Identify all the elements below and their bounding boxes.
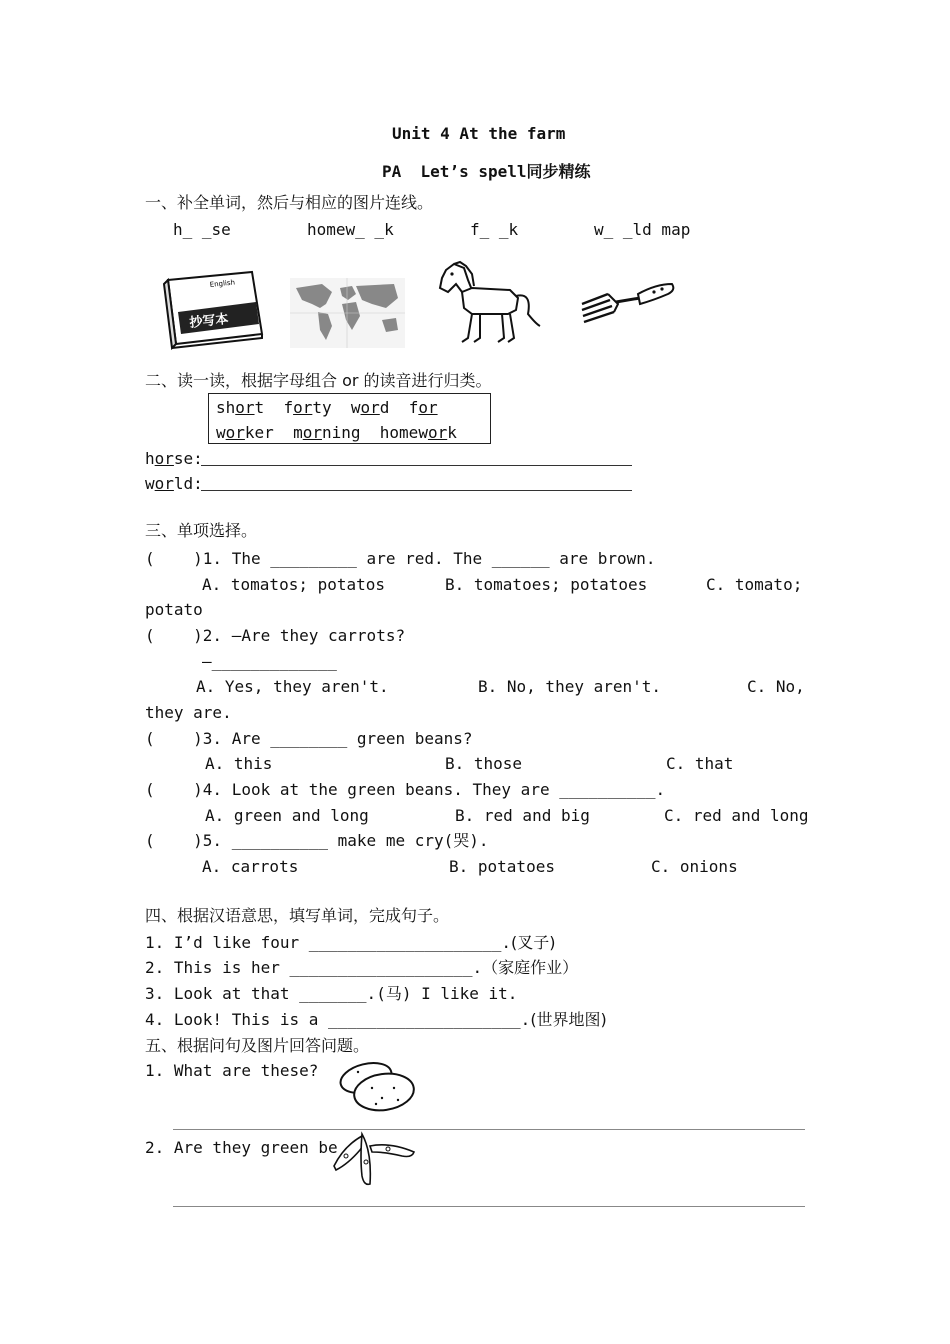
category-world-label: world: — [145, 474, 203, 493]
word-blank-homework: homew_ _k — [307, 220, 394, 239]
word-forty: forty — [283, 398, 332, 417]
world-map-icon — [290, 278, 405, 348]
notebook-icon — [160, 272, 280, 352]
sentence-4: 4. Look! This is a ____________________.(世界地图) — [145, 1010, 607, 1029]
page-title: Unit 4 At the farm — [392, 124, 566, 143]
question-2-option-c: C. No, — [747, 677, 805, 696]
question-3-option-c: C. that — [666, 754, 734, 773]
horse-icon — [432, 262, 542, 347]
question-2-option-a: A. Yes, they aren't. — [196, 677, 389, 696]
word-word: word — [350, 398, 390, 417]
section4-heading: 四、根据汉语意思，填写单词，完成句子。 — [145, 906, 450, 925]
question-2-option-b: B. No, they aren't. — [478, 677, 662, 696]
question-1-option-a: A. tomatos; potatos — [202, 575, 386, 594]
question-5-option-b: B. potatoes — [449, 857, 555, 876]
picture-question-1: 1. What are these? — [145, 1061, 319, 1080]
question-5-option-c: C. onions — [651, 857, 738, 876]
category-horse-label: horse: — [145, 449, 203, 468]
question-4: ( )4. Look at the green beans. They are __________. — [145, 780, 666, 799]
question-1-option-c: C. tomato; — [706, 575, 803, 594]
fork-icon — [578, 278, 678, 338]
question-4-option-a: A. green and long — [205, 806, 369, 825]
subtitle-suffix: 同步精练 — [526, 162, 591, 181]
question-4-option-c: C. red and long — [664, 806, 809, 825]
picture-question-2: 2. Are they green be — [145, 1138, 338, 1157]
question-4-option-b: B. red and big — [455, 806, 590, 825]
question-1-option-c-wrap: potato — [145, 600, 203, 619]
sentence-1: 1. I’d like four ____________________.(叉子) — [145, 933, 556, 952]
question-1: ( )1. The _________ are red. The ______ are brown. — [145, 549, 656, 568]
section5-heading: 五、根据问句及图片回答问题。 — [145, 1036, 370, 1055]
word-blank-horse: h_ _se — [173, 220, 231, 239]
section1-heading: 一、补全单词，然后与相应的图片连线。 — [145, 193, 434, 212]
question-5: ( )5. __________ make me cry(哭). — [145, 831, 489, 850]
word-for: for — [408, 398, 438, 417]
question-2: ( )2. —Are they carrots? — [145, 626, 406, 645]
sentence-2: 2. This is her ___________________.（家庭作业） — [145, 958, 579, 977]
question-5-option-a: A. carrots — [202, 857, 299, 876]
question-2-response: —_____________ — [202, 652, 337, 671]
word-blank-world-map: w_ _ld map — [594, 220, 691, 239]
question-1-option-b: B. tomatoes; potatoes — [445, 575, 648, 594]
section3-heading: 三、单项选择。 — [145, 521, 258, 540]
notebook-label: 抄写本 — [188, 311, 230, 331]
answer-line-1[interactable] — [173, 1129, 805, 1130]
question-2-option-c-wrap: they are. — [145, 703, 232, 722]
question-3: ( )3. Are ________ green beans? — [145, 729, 473, 748]
subtitle-prefix: PA Let’s spell — [382, 162, 527, 181]
notebook-brand: English — [209, 278, 236, 289]
word-bank-row2 — [216, 425, 457, 441]
page-subtitle — [382, 164, 591, 180]
word-blank-fork: f_ _k — [470, 220, 519, 239]
answer-line-2[interactable] — [173, 1206, 805, 1207]
question-3-option-b: B. those — [445, 754, 523, 773]
word-morning: morning — [293, 423, 361, 442]
green-beans-icon — [326, 1132, 420, 1188]
question-3-option-a: A. this — [205, 754, 273, 773]
word-homework: homework — [379, 423, 457, 442]
potatoes-icon — [338, 1058, 418, 1114]
section2-heading: 二、读一读，根据字母组合 or 的读音进行归类。 — [145, 371, 492, 390]
word-short: short — [216, 398, 265, 417]
word-worker: worker — [216, 423, 274, 442]
category-horse-answer-line[interactable] — [201, 465, 632, 466]
category-world-answer-line[interactable] — [201, 490, 632, 491]
sentence-3: 3. Look at that _______.(马) I like it. — [145, 984, 518, 1003]
word-bank-row1 — [216, 400, 438, 416]
